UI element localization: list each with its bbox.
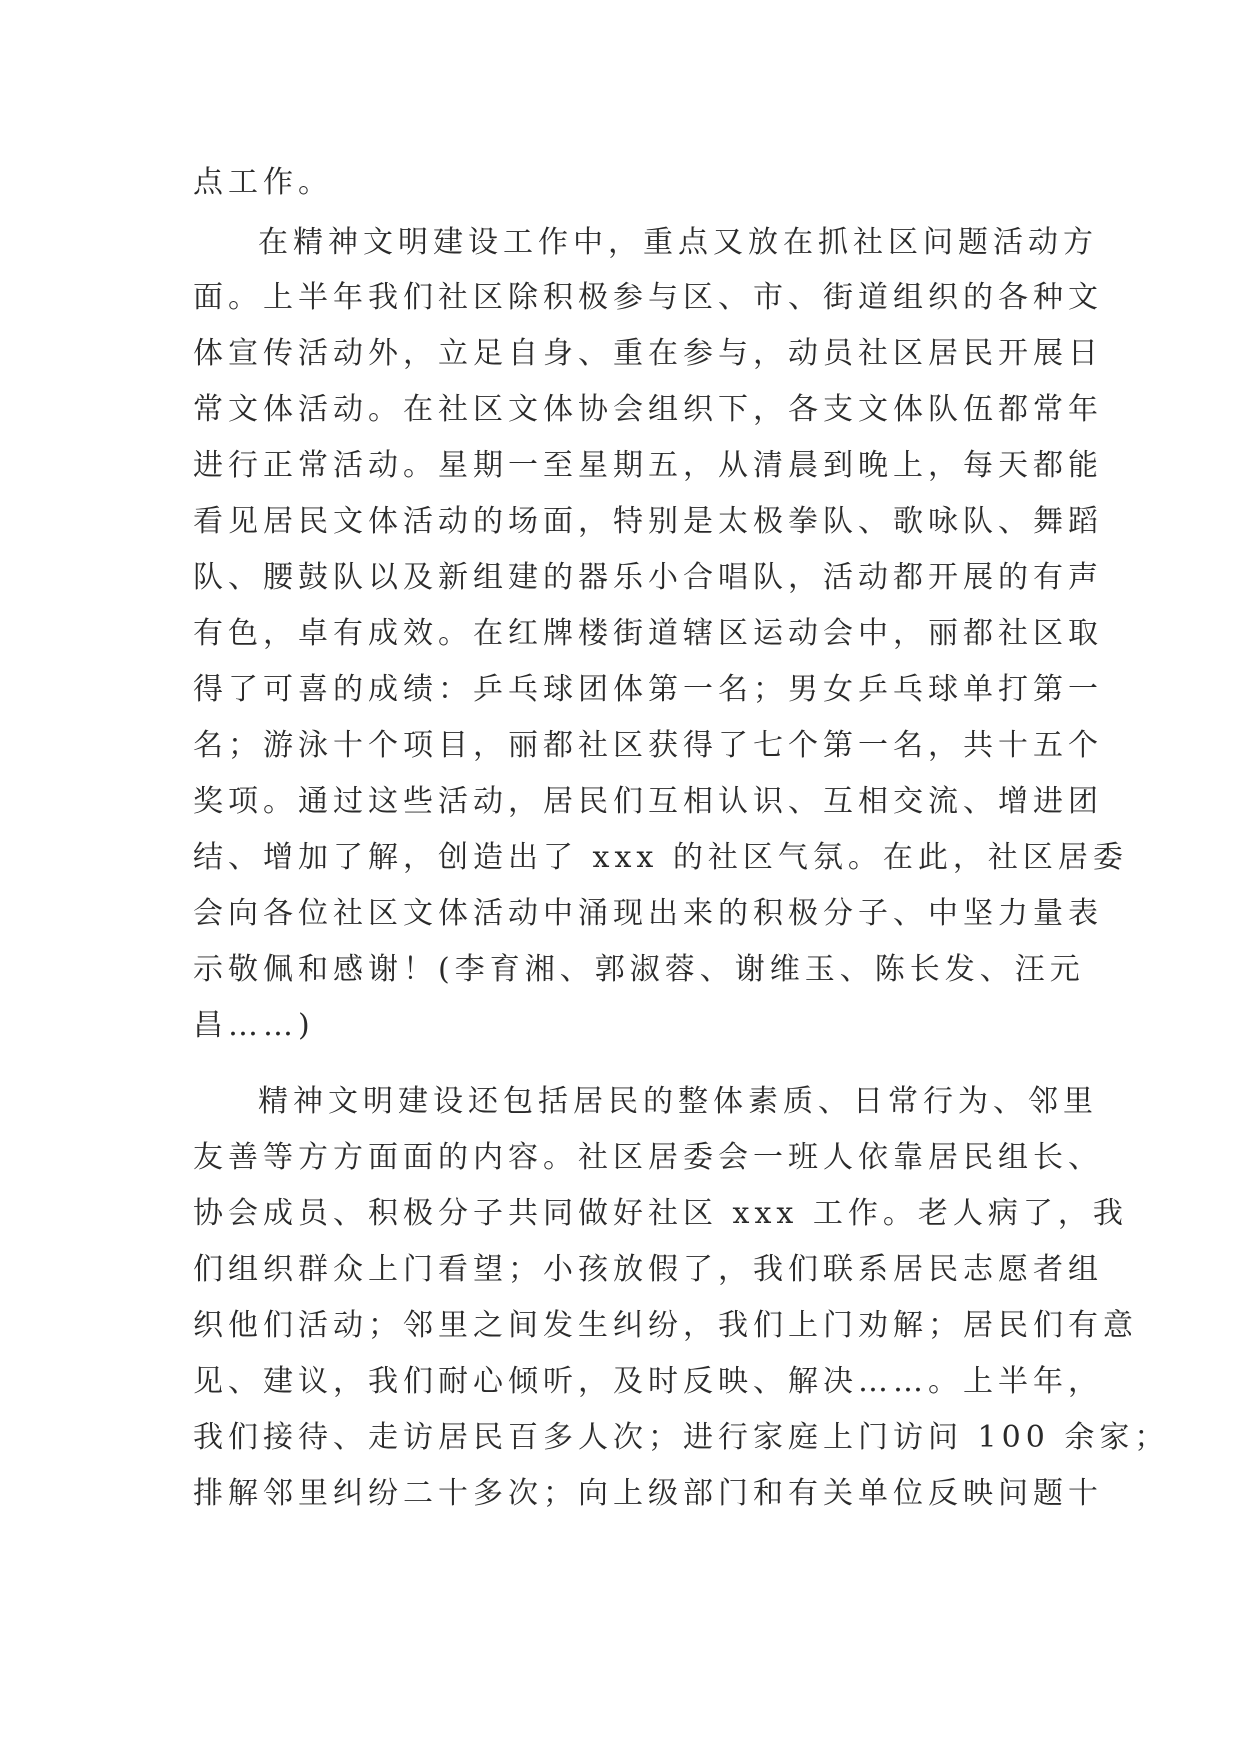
text-line: 名；游泳十个项目，丽都社区获得了七个第一名，共十五个: [193, 728, 1103, 763]
paragraph-start-line: 精神文明建设还包括居民的整体素质、日常行为、邻里: [258, 1084, 1098, 1119]
text-line: 友善等方方面面的内容。社区居委会一班人依靠居民组长、: [193, 1140, 1103, 1175]
text-line: 排解邻里纠纷二十多次；向上级部门和有关单位反映问题十: [193, 1476, 1103, 1511]
text-line: 织他们活动；邻里之间发生纠纷，我们上门劝解；居民们有意: [193, 1308, 1138, 1343]
text-line: 有色，卓有成效。在红牌楼街道辖区运动会中，丽都社区取: [193, 616, 1103, 651]
text-line: 见、建议，我们耐心倾听，及时反映、解决……。上半年，: [193, 1364, 1103, 1399]
text-line: 会向各位社区文体活动中涌现出来的积极分子、中坚力量表: [193, 896, 1103, 931]
text-line: 队、腰鼓队以及新组建的器乐小合唱队，活动都开展的有声: [193, 560, 1103, 595]
text-line: 示敬佩和感谢！(李育湘、郭淑蓉、谢维玉、陈长发、汪元: [193, 952, 1085, 987]
text-line: 面。上半年我们社区除积极参与区、市、街道组织的各种文: [193, 280, 1103, 315]
text-line: 体宣传活动外，立足自身、重在参与，动员社区居民开展日: [193, 336, 1103, 371]
text-line: 进行正常活动。星期一至星期五，从清晨到晚上，每天都能: [193, 448, 1103, 483]
paragraph-start-line: 在精神文明建设工作中，重点又放在抓社区问题活动方: [258, 225, 1098, 260]
text-line: 协会成员、积极分子共同做好社区 xxx 工作。老人病了，我: [193, 1196, 1128, 1231]
text-line: 结、增加了解，创造出了 xxx 的社区气氛。在此，社区居委: [193, 840, 1128, 875]
text-line: 看见居民文体活动的场面，特别是太极拳队、歌咏队、舞蹈: [193, 504, 1103, 539]
text-line: 奖项。通过这些活动，居民们互相认识、互相交流、增进团: [193, 784, 1103, 819]
text-line: 点工作。: [193, 165, 333, 200]
text-line: 得了可喜的成绩：乒乓球团体第一名；男女乒乓球单打第一: [193, 672, 1103, 707]
text-line: 们组织群众上门看望；小孩放假了，我们联系居民志愿者组: [193, 1252, 1103, 1287]
text-line: 昌……): [193, 1008, 315, 1043]
text-line: 我们接待、走访居民百多人次；进行家庭上门访问 100 余家；: [193, 1420, 1170, 1455]
text-line: 常文体活动。在社区文体协会组织下，各支文体队伍都常年: [193, 392, 1103, 427]
